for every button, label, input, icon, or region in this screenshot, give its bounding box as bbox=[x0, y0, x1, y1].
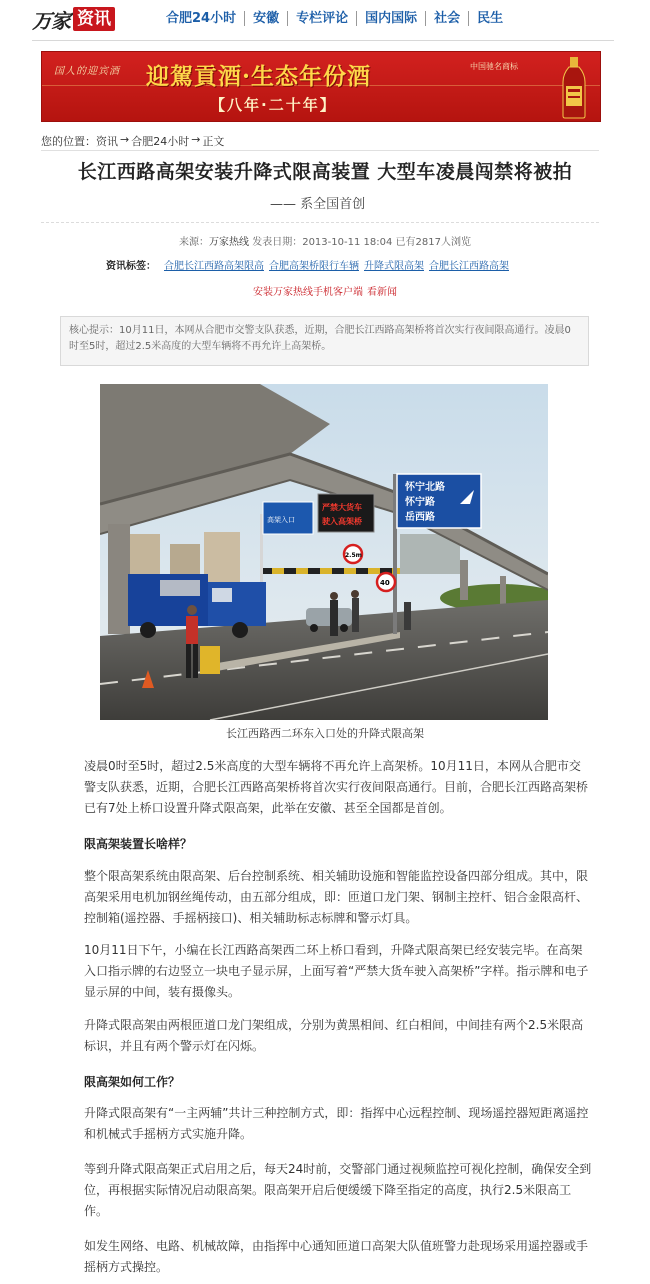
app-link-install[interactable]: 安装万家热线手机客户端 bbox=[253, 287, 363, 298]
nav-item-national[interactable]: 国内国际 bbox=[356, 11, 425, 26]
article-paragraph-6: 等到升降式限高架正式启用之后，每天24时前，交警部门通过视频监控可视化控制，确保安全到位，再根据实际情况启动限高架。限高架开启后便缓缓下降至指定的高度，执行2.5米限高工作。 bbox=[84, 1162, 592, 1218]
article-subtitle: —— 系全国首创 bbox=[270, 197, 366, 212]
meta-date: 2013-10-11 18:04 bbox=[302, 237, 393, 248]
logo-word: 万家 bbox=[32, 8, 70, 33]
sign-text-3: 岳西路 bbox=[405, 512, 435, 523]
breadcrumb-item-news[interactable]: 资讯 bbox=[96, 135, 118, 148]
meta-source-label: 来源： bbox=[179, 237, 210, 248]
nav-item-anhui[interactable]: 安徽 bbox=[244, 11, 287, 26]
breadcrumb-label: 您的位置： bbox=[41, 135, 96, 148]
article-paragraph-2: 整个限高架系统由限高架、后台控制系统、相关辅助设施和智能监控设备四部分组成。其中，限高架采用电机加钢丝绳传动，由五部分组成，即：匝道口龙门架、钢制主控杆、铝合金限高杆、控制箱(遥控器、手摇柄接口)、相关辅助标志标牌和警示灯具。 bbox=[84, 869, 589, 925]
breadcrumb-item-article: 正文 bbox=[202, 135, 225, 148]
breadcrumb-item-hefei24[interactable]: 合肥24小时 bbox=[131, 135, 190, 148]
entrance-sign-text: 高架入口 bbox=[267, 516, 295, 524]
breadcrumb-separator: → bbox=[120, 133, 130, 146]
tags-label: 资讯标签： bbox=[106, 261, 156, 272]
liquor-bottle-icon bbox=[559, 56, 589, 119]
banner-main-text: 迎駕貢酒·生态年份酒 bbox=[146, 63, 372, 90]
section-heading-1: 限高架装置长啥样？ bbox=[84, 837, 193, 851]
app-link-read[interactable]: 看新闻 bbox=[367, 287, 397, 298]
site-logo[interactable] bbox=[32, 6, 115, 32]
main-nav bbox=[158, 11, 511, 26]
meta-views: 已有2817人浏览 bbox=[395, 237, 471, 248]
banner-sub-text: 【八年·二十年】 bbox=[210, 96, 337, 114]
article-paragraph-4: 升降式限高架由两根匝道口龙门架组成，分别为黄黑相间、红白相间，中间挂有两个2.5米限高标识，并且有两个警示灯在闪烁。 bbox=[84, 1018, 584, 1053]
speed-limit-text: 40 bbox=[380, 579, 390, 587]
tag-link[interactable]: 合肥长江西路高架 bbox=[429, 261, 509, 272]
article-paragraph-1: 凌晨0时至5时，超过2.5米高度的大型车辆将不再允许上高架桥。10月11日，本网从合肥市交警支队获悉，近期，合肥长江西路高架桥将首次实行夜间限高通行。目前，合肥长江西路高架桥已有7处上桥口设置升降式限高架，此举在安徽、甚至全国都是首创。 bbox=[84, 759, 589, 815]
led-text-2: 驶入高架桥 bbox=[322, 517, 362, 526]
sign-text-1: 怀宁北路 bbox=[405, 482, 445, 493]
ad-banner[interactable] bbox=[41, 51, 601, 122]
nav-item-column[interactable]: 专栏评论 bbox=[287, 11, 356, 26]
article-meta bbox=[0, 233, 650, 248]
header-divider bbox=[32, 40, 614, 41]
banner-left-text: 国人的迎宾酒 bbox=[54, 66, 120, 77]
app-download-link bbox=[0, 283, 650, 298]
site-header bbox=[0, 0, 650, 40]
logo-badge: 资讯 bbox=[73, 7, 115, 31]
breadcrumb bbox=[41, 133, 224, 149]
title-divider bbox=[41, 222, 599, 223]
tag-link[interactable]: 升降式限高架 bbox=[364, 261, 424, 272]
article-paragraph-7: 如发生网络、电路、机械故障，由指挥中心通知匝道口高架大队值班警力赴现场采用遥控器或手摇柄方式操控。 bbox=[84, 1239, 589, 1274]
nav-item-society[interactable]: 社会 bbox=[425, 11, 468, 26]
tag-link[interactable]: 合肥长江西路高架限高 bbox=[164, 261, 264, 272]
height-limit-text: 2.5m bbox=[345, 552, 362, 559]
article-summary: 核心提示：10月11日，本网从合肥市交警支队获悉，近期，合肥长江西路高架桥将首次实行夜间限高通行。凌晨0时至5时，超过2.5米高度的大型车辆将不再允许上高架桥。 bbox=[60, 316, 589, 366]
article-title: 长江西路高架安装升降式限高装置 大型车凌晨闯禁将被拍 bbox=[77, 161, 573, 183]
article-photo bbox=[100, 384, 548, 720]
section-heading-2: 限高架如何工作？ bbox=[84, 1075, 181, 1089]
article-paragraph-5: 升降式限高架有“一主两辅”共计三种控制方式，即：指挥中心远程控制、现场遥控器短距离遥控和机械式手摇柄方式实施升降。 bbox=[84, 1106, 589, 1141]
breadcrumb-divider bbox=[41, 150, 599, 151]
article-paragraph-3: 10月11日下午，小编在长江西路高架西二环上桥口看到，升降式限高架已经安装完毕。在高架入口指示牌的右边竖立一块电子显示屏，上面写着“严禁大货车驶入高架桥”字样。指示牌和电子显示屏的中间，装有摄像头。 bbox=[84, 943, 589, 999]
nav-item-hefei24[interactable]: 合肥24小时 bbox=[166, 11, 237, 26]
tag-link[interactable]: 合肥高架桥限行车辆 bbox=[269, 261, 359, 272]
banner-right-text: 中国驰名商标 bbox=[470, 62, 518, 71]
sign-text-2: 怀宁路 bbox=[405, 497, 435, 508]
led-text-1: 严禁大货车 bbox=[322, 503, 362, 512]
article-tags bbox=[106, 257, 514, 272]
photo-caption: 长江西路西二环东入口处的升降式限高架 bbox=[226, 727, 424, 740]
meta-source: 万家热线 bbox=[209, 237, 250, 248]
road-scene-image bbox=[100, 384, 548, 720]
nav-item-livelihood[interactable]: 民生 bbox=[468, 11, 511, 26]
meta-date-label: 发表日期： bbox=[252, 237, 303, 248]
breadcrumb-separator: → bbox=[191, 133, 201, 146]
